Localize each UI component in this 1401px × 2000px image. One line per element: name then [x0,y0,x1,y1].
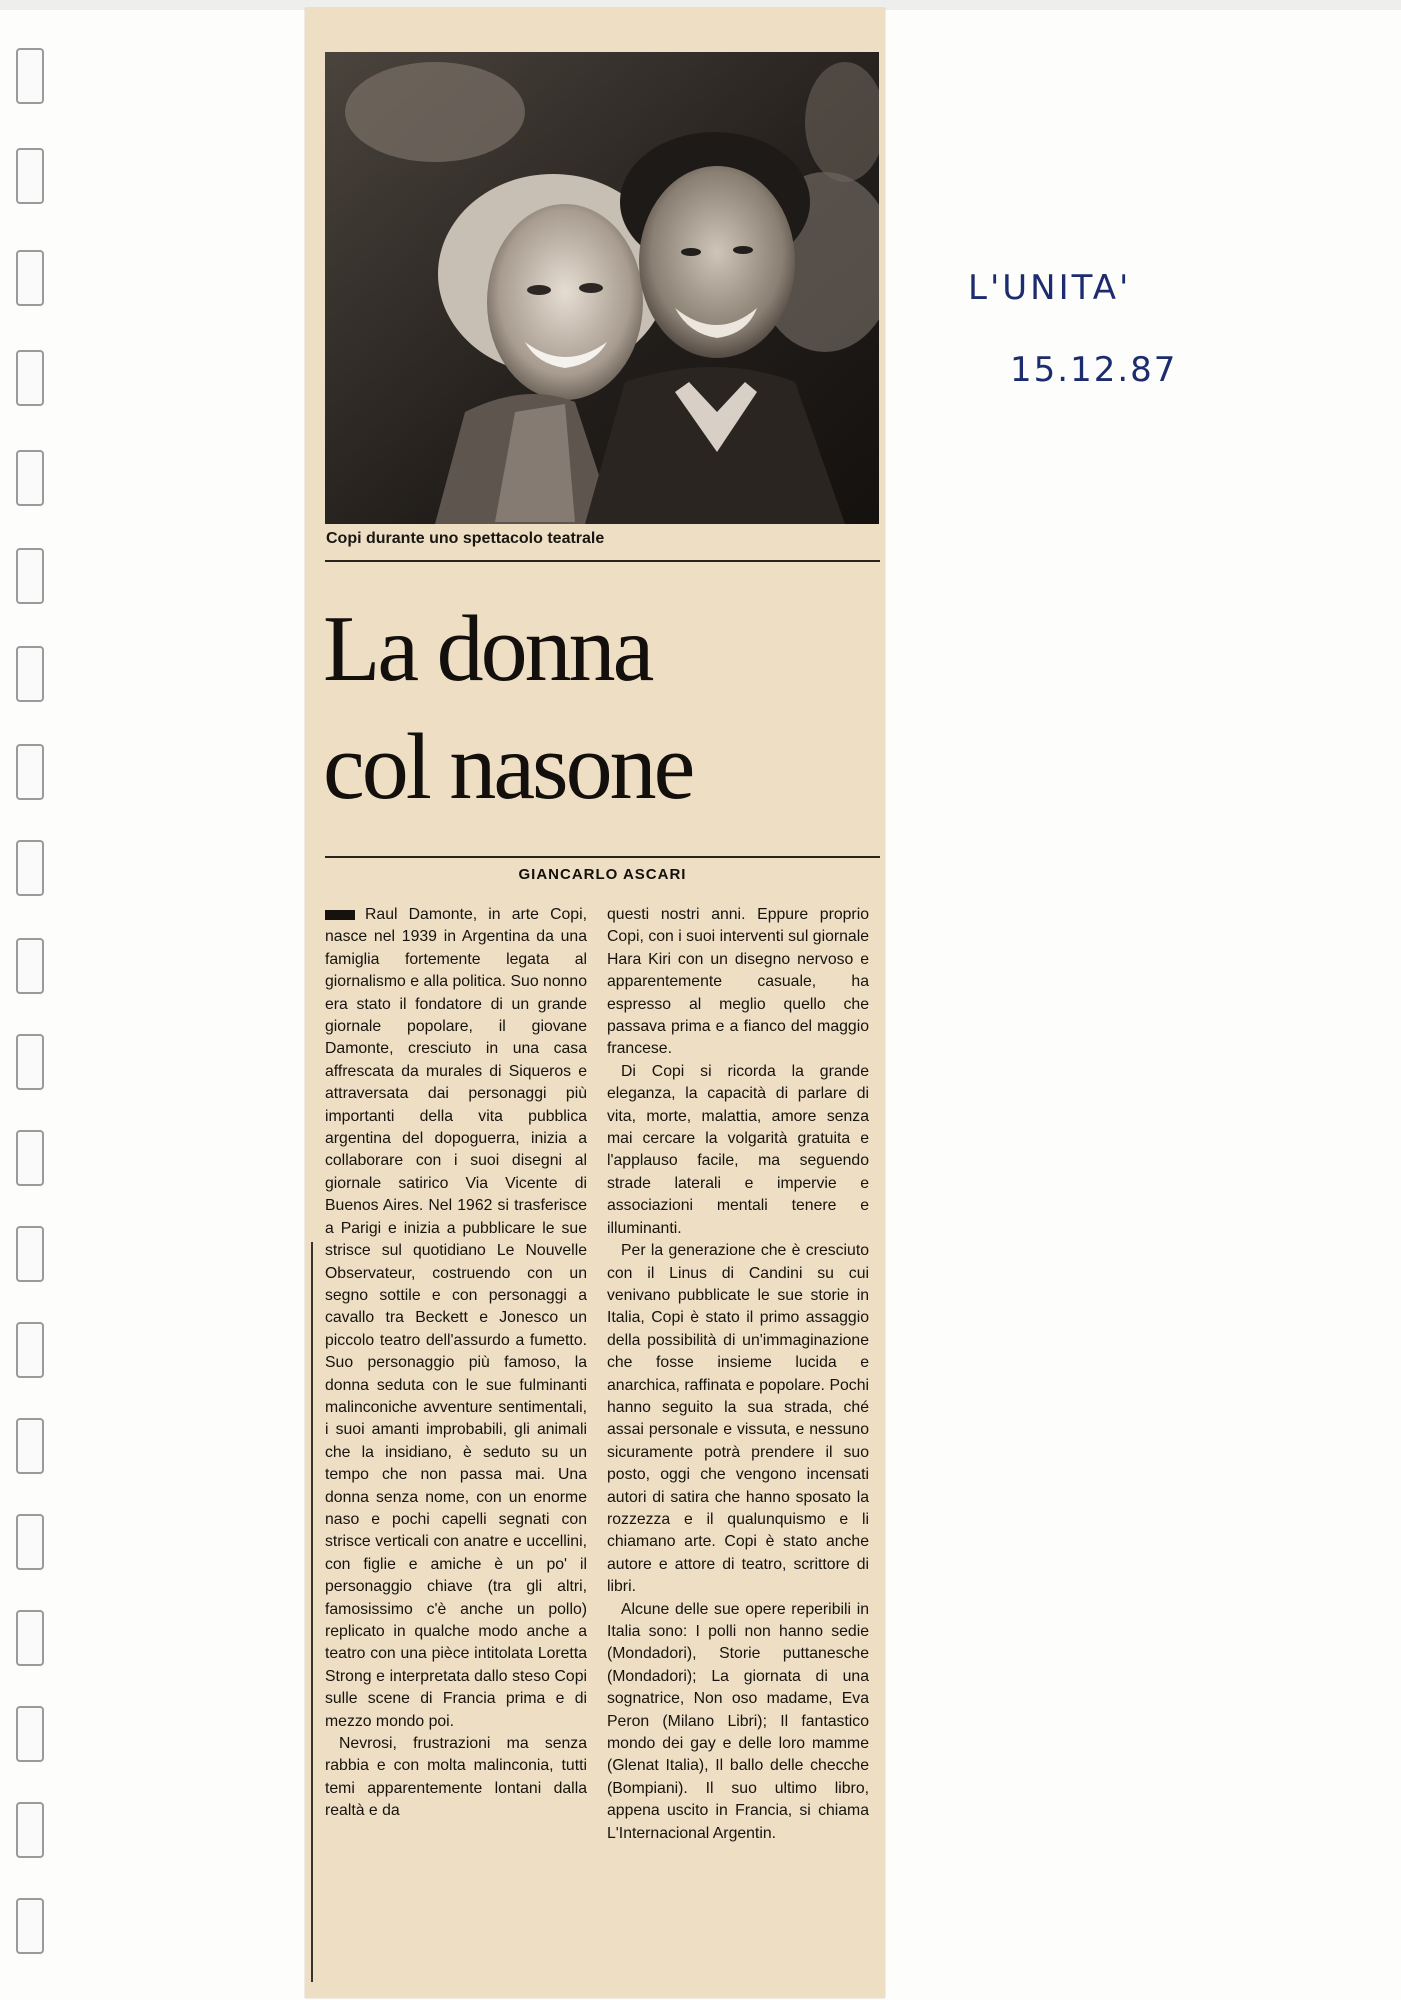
binder-hole [16,1514,44,1570]
article-paragraph: questi nostri anni. Eppure proprio Copi, con i suoi interventi sul giornale Hara Kiri con un disegno nervoso e apparentemente casuale, ha espresso al meglio quello che passava prima e a fianco del maggio francese. [607,906,869,1058]
divider [325,560,880,562]
article-column-right [607,904,869,1984]
binder-hole [16,1418,44,1474]
headline-line: col nasone [323,715,693,819]
binder-strip [0,0,60,2000]
binder-hole [16,48,44,104]
article-paragraph [325,904,587,1733]
binder-hole [16,744,44,800]
binder-hole [16,148,44,204]
binder-hole [16,938,44,994]
start-marker [325,910,355,920]
binder-hole [16,1802,44,1858]
newspaper-clipping [305,8,885,1998]
binder-hole [16,350,44,406]
binder-hole [16,1322,44,1378]
photo-caption: Copi durante uno spettacolo teatrale [326,530,605,547]
column-margin-line [311,1242,313,1982]
article-photo [325,52,879,524]
article-paragraph: Nevrosi, frustrazioni ma senza rabbia e con molta malinconia, tutti temi apparentemente lontani dalla realtà e da [325,1735,587,1820]
byline: GIANCARLO ASCARI [518,866,687,883]
paragraph-text: Raul Damonte, in arte Copi, nasce nel 1939 in Argentina da una famiglia fortemente legata al giornalismo e alla politica. Suo nonno era stato il fondatore di un grande giornale popolare, il giovane Damonte, cresciuto in una casa affrescata da murales di Siqueros e attraversata dai personaggi più importanti della vita pubblica argentina del dopoguerra, inizia a collaborare con i suoi disegni al giornale satirico Via Vicente di Buenos Aires. Nel 1962 si trasferisce a Parigi e inizia a pubblicare le sue strisce sul quotidiano Le Nouvelle Observateur, costruendo con un segno sottile e con personaggi a cavallo tra Beckett e Jonesco un piccolo teatro dell'assurdo a fumetto. Suo personaggio più famoso, la donna seduta con le sue fulminanti malinconiche avventure sentimentali, i suoi amanti improbabili, gli animali che la insidiano, è seduto su un tempo che non passa mai. Una donna senza nome, con un enorme naso e pochi capelli segnati con strisce verticali con anatre e uccellini, con figlie e amiche è un po' il personaggio chiave (tra gli altri, famosissimo c'è anche un pollo) replicato in qualche modo anche a teatro con una pièce intitolata Loretta Strong e interpretata dallo steso Copi sulle scene di Francia prima e di mezzo mondo poi. [325,906,587,1730]
headline-line: La donna [323,597,652,701]
article-column-left [325,904,587,1984]
headline [323,590,883,826]
article-paragraph: Di Copi si ricorda la grande eleganza, la capacità di parlare di vita, morte, malattia, amore senza mai cercare la volgarità gratuita e l'applauso facile, ma seguendo strade laterali e impervie e associazioni mentali tenere e illuminanti. [607,1062,869,1237]
binder-hole [16,548,44,604]
binder-hole [16,1706,44,1762]
binder-hole [16,1610,44,1666]
binder-hole [16,1226,44,1282]
binder-hole [16,1034,44,1090]
photo-illustration [325,52,879,524]
binder-hole [16,840,44,896]
binder-hole [16,450,44,506]
handwritten-publication: L'UNITA' [968,268,1132,308]
handwritten-date: 15.12.87 [1010,350,1178,390]
divider [325,856,880,858]
binder-hole [16,1898,44,1954]
article-paragraph: Per la generazione che è cresciuto con il Linus di Candini su cui venivano pubblicate le sue storie in Italia, Copi è stato il primo assaggio della possibilità di un'immaginazione che fosse insieme lucida e anarchica, raffinata e popolare. Pochi hanno seguito la sua strada, ché assai personale e vissuta, e nessuno sicuramente potrà prendere il suo posto, oggi che vengono incensati autori di satira che hanno sposato la rozzezza e il qualunquismo e li chiamano arte. Copi è stato anche autore e attore di teatro, scrittore di libri. [607,1242,869,1596]
binder-hole [16,1130,44,1186]
binder-hole [16,646,44,702]
binder-hole [16,250,44,306]
article-paragraph: Alcune delle sue opere reperibili in Italia sono: I polli non hanno sedie (Mondadori), Storie puttanesche (Mondadori); La giornata di una sognatrice, Non oso madame, Eva Peron (Milano Libri); Il fantastico mondo dei gay e delle loro mamme (Glenat Italia), Il ballo delle checche (Bompiani). Il suo ultimo libro, appena uscito in Francia, si chiama L'Internacional Argentin. [607,1600,869,1842]
